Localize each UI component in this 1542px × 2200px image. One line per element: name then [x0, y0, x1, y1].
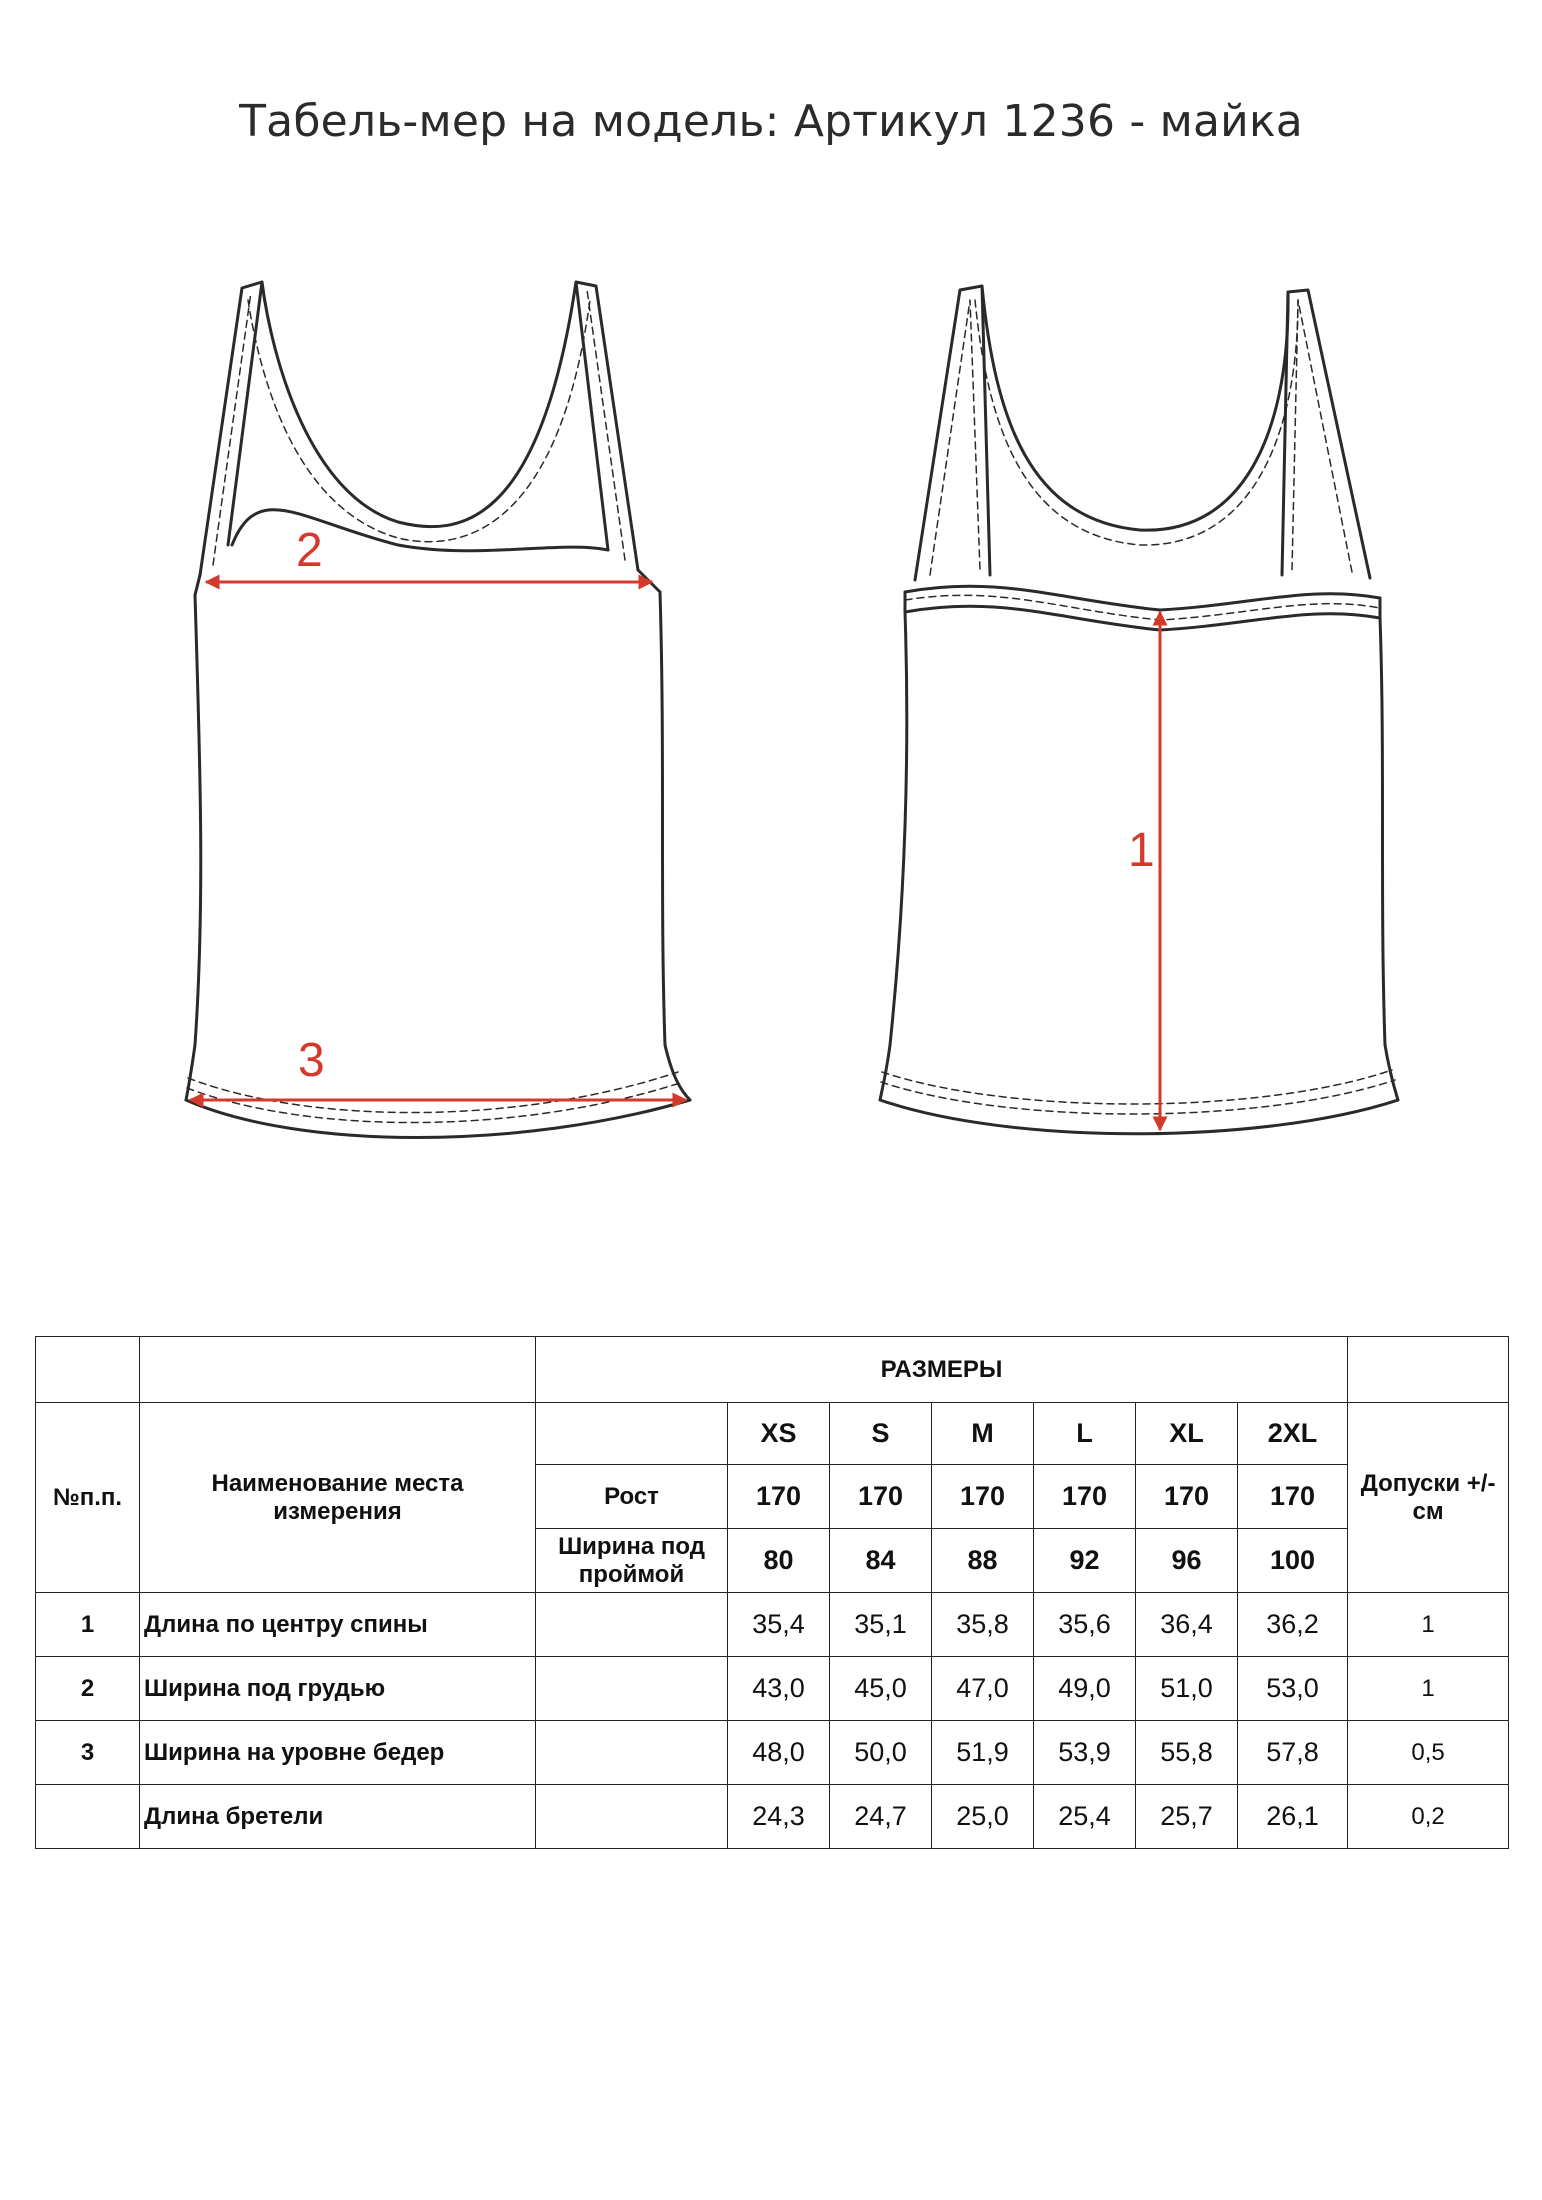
page-title: Табель-мер на модель: Артикул 1236 - майка — [239, 96, 1303, 147]
row-value: 26,1 — [1238, 1785, 1348, 1849]
row-value: 49,0 — [1034, 1657, 1136, 1721]
sizes-label: РАЗМЕРЫ — [536, 1337, 1348, 1403]
row-value: 51,0 — [1136, 1657, 1238, 1721]
row-value: 36,4 — [1136, 1593, 1238, 1657]
height-label: Рост — [536, 1465, 728, 1529]
row-tolerance: 1 — [1348, 1593, 1509, 1657]
row-value: 48,0 — [728, 1721, 830, 1785]
header-empty-cell — [536, 1403, 728, 1465]
marker-2: 2 — [296, 524, 323, 577]
size-xs: XS — [728, 1403, 830, 1465]
measurement-table — [35, 1336, 1509, 1849]
row-value: 25,4 — [1034, 1785, 1136, 1849]
row-name: Длина бретели — [140, 1785, 536, 1849]
row-value: 53,0 — [1238, 1657, 1348, 1721]
row-tolerance: 0,5 — [1348, 1721, 1509, 1785]
row-value: 45,0 — [830, 1657, 932, 1721]
row-value: 55,8 — [1136, 1721, 1238, 1785]
size-m: M — [932, 1403, 1034, 1465]
num-label: №п.п. — [36, 1403, 140, 1593]
height-value: 170 — [932, 1465, 1034, 1529]
height-value: 170 — [830, 1465, 932, 1529]
table-row — [36, 1785, 1509, 1849]
row-value: 35,4 — [728, 1593, 830, 1657]
front-view-sketch — [186, 282, 690, 1138]
width-value: 96 — [1136, 1529, 1238, 1593]
row-value: 35,6 — [1034, 1593, 1136, 1657]
row-name: Ширина под грудью — [140, 1657, 536, 1721]
row-empty-cell — [536, 1593, 728, 1657]
table-row — [36, 1721, 1509, 1785]
row-num: 2 — [36, 1657, 140, 1721]
row-value: 24,7 — [830, 1785, 932, 1849]
width-value: 100 — [1238, 1529, 1348, 1593]
width-value: 80 — [728, 1529, 830, 1593]
row-empty-cell — [536, 1657, 728, 1721]
height-value: 170 — [1238, 1465, 1348, 1529]
row-value: 43,0 — [728, 1657, 830, 1721]
row-name: Ширина на уровне бедер — [140, 1721, 536, 1785]
size-xl: XL — [1136, 1403, 1238, 1465]
row-name: Длина по центру спины — [140, 1593, 536, 1657]
row-value: 25,0 — [932, 1785, 1034, 1849]
size-l: L — [1034, 1403, 1136, 1465]
row-num: 3 — [36, 1721, 140, 1785]
row-value: 57,8 — [1238, 1721, 1348, 1785]
header-empty-cell — [36, 1337, 140, 1403]
width-value: 92 — [1034, 1529, 1136, 1593]
row-value: 47,0 — [932, 1657, 1034, 1721]
size-2xl: 2XL — [1238, 1403, 1348, 1465]
back-view-sketch — [880, 286, 1398, 1134]
row-value: 36,2 — [1238, 1593, 1348, 1657]
row-tolerance: 0,2 — [1348, 1785, 1509, 1849]
header-empty-cell — [140, 1337, 536, 1403]
width-value: 88 — [932, 1529, 1034, 1593]
marker-3: 3 — [298, 1034, 325, 1087]
marker-1: 1 — [1128, 824, 1155, 877]
size-s: S — [830, 1403, 932, 1465]
height-value: 170 — [728, 1465, 830, 1529]
row-value: 35,8 — [932, 1593, 1034, 1657]
row-empty-cell — [536, 1721, 728, 1785]
tolerance-label: Допуски +/- см — [1348, 1403, 1509, 1593]
row-empty-cell — [536, 1785, 728, 1849]
table-row — [36, 1657, 1509, 1721]
table-row — [36, 1593, 1509, 1657]
width-value: 84 — [830, 1529, 932, 1593]
row-value: 51,9 — [932, 1721, 1034, 1785]
name-label: Наименование места измерения — [140, 1403, 536, 1593]
header-row-sizes — [36, 1337, 1509, 1403]
row-value: 24,3 — [728, 1785, 830, 1849]
header-row-size-names — [36, 1403, 1509, 1465]
width-label: Ширина под проймой — [536, 1529, 728, 1593]
height-value: 170 — [1034, 1465, 1136, 1529]
row-value: 35,1 — [830, 1593, 932, 1657]
row-num — [36, 1785, 140, 1849]
row-value: 50,0 — [830, 1721, 932, 1785]
header-empty-cell — [1348, 1337, 1509, 1403]
row-tolerance: 1 — [1348, 1657, 1509, 1721]
height-value: 170 — [1136, 1465, 1238, 1529]
row-num: 1 — [36, 1593, 140, 1657]
row-value: 53,9 — [1034, 1721, 1136, 1785]
row-value: 25,7 — [1136, 1785, 1238, 1849]
